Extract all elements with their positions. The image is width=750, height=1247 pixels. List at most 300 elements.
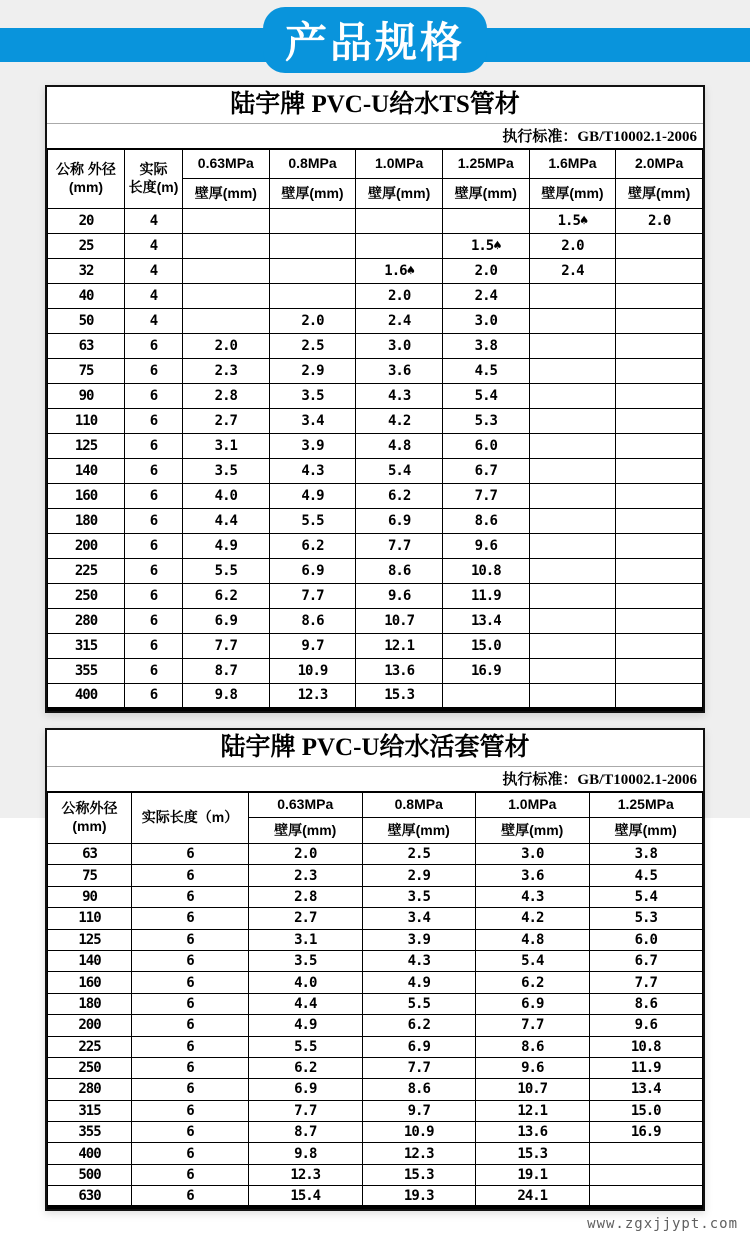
table-row (48, 950, 703, 971)
wall-thickness-cell: 2.5 (269, 334, 356, 359)
wall-thickness-cell: 2.3 (249, 865, 363, 886)
wall-thickness-cell: 5.5 (269, 509, 356, 534)
table-row (48, 259, 703, 284)
length-cell: 6 (125, 459, 183, 484)
length-cell: 6 (132, 1100, 249, 1121)
wall-thickness-cell (616, 609, 703, 634)
length-cell: 6 (132, 972, 249, 993)
wall-thickness-cell: 6.9 (362, 1036, 476, 1057)
pressure-header: 0.63MPa (249, 792, 363, 818)
nominal-diameter-cell: 32 (48, 259, 125, 284)
length-cell: 6 (132, 865, 249, 886)
ts-pipe-spec-card (45, 85, 705, 713)
wall-thickness-cell: 3.9 (269, 434, 356, 459)
table-row (48, 1057, 703, 1078)
wall-thickness-cell: 2.0 (356, 284, 443, 309)
wall-thickness-cell: 4.8 (356, 434, 443, 459)
table-row (48, 484, 703, 509)
nominal-diameter-cell: 63 (48, 844, 132, 865)
wall-thickness-cell (589, 1143, 703, 1164)
nominal-diameter-cell: 90 (48, 384, 125, 409)
nominal-diameter-cell: 250 (48, 1057, 132, 1078)
wall-thickness-cell: 9.6 (356, 584, 443, 609)
wall-thickness-cell (616, 659, 703, 684)
wall-thickness-cell: 3.8 (589, 844, 703, 865)
nominal-diameter-cell: 63 (48, 334, 125, 359)
length-cell: 6 (132, 1015, 249, 1036)
wall-thickness-cell (183, 234, 270, 259)
wall-thickness-cell (529, 459, 616, 484)
wall-thickness-cell: 19.1 (476, 1164, 590, 1185)
pressure-header: 1.25MPa (442, 149, 529, 179)
wall-thickness-cell: 3.4 (269, 409, 356, 434)
wall-thickness-cell: 7.7 (442, 484, 529, 509)
wall-thickness-cell: 12.3 (249, 1164, 363, 1185)
wall-thickness-cell (529, 484, 616, 509)
nominal-diameter-header: 公称外径 (mm) (48, 792, 132, 844)
wall-thickness-cell: 7.7 (362, 1057, 476, 1078)
wall-thickness-cell: 5.4 (589, 886, 703, 907)
wall-thickness-cell (183, 309, 270, 334)
wall-thickness-cell: 2.8 (183, 384, 270, 409)
section-title: 产品规格 (284, 19, 465, 66)
wall-thickness-cell: 8.6 (442, 509, 529, 534)
length-cell: 6 (132, 1036, 249, 1057)
wall-thickness-cell: 2.4 (356, 309, 443, 334)
wall-thickness-cell: 24.1 (476, 1186, 590, 1207)
nominal-diameter-cell: 500 (48, 1164, 132, 1185)
wall-thickness-cell: 2.0 (616, 209, 703, 234)
wall-thickness-cell: 10.7 (356, 609, 443, 634)
table-row (48, 1036, 703, 1057)
wall-thickness-cell: 6.7 (589, 950, 703, 971)
watermark: www.zgxjjypt.com (587, 1216, 738, 1232)
nominal-diameter-cell: 200 (48, 1015, 132, 1036)
wall-thickness-cell: 5.3 (442, 409, 529, 434)
wall-thickness-header: 壁厚(mm) (616, 179, 703, 209)
wall-thickness-cell: 2.3 (183, 359, 270, 384)
wall-thickness-cell (529, 559, 616, 584)
wall-thickness-cell (616, 384, 703, 409)
table-row (48, 1143, 703, 1164)
pressure-header: 1.0MPa (356, 149, 443, 179)
wall-thickness-cell: 5.5 (362, 993, 476, 1014)
wall-thickness-cell: 4.9 (362, 972, 476, 993)
length-cell: 6 (132, 908, 249, 929)
wall-thickness-cell (183, 284, 270, 309)
wall-thickness-cell: 4.3 (269, 459, 356, 484)
wall-thickness-cell: 3.1 (183, 434, 270, 459)
table-row (48, 844, 703, 865)
length-cell: 6 (132, 929, 249, 950)
wall-thickness-cell: 4.0 (183, 484, 270, 509)
wall-thickness-cell: 3.5 (183, 459, 270, 484)
wall-thickness-cell: 10.8 (589, 1036, 703, 1057)
wall-thickness-cell: 11.9 (589, 1057, 703, 1078)
table-row (48, 1100, 703, 1121)
table-row (48, 534, 703, 559)
wall-thickness-cell (529, 309, 616, 334)
wall-thickness-cell: 2.7 (183, 409, 270, 434)
wall-thickness-cell (183, 209, 270, 234)
wall-thickness-cell: 5.3 (589, 908, 703, 929)
wall-thickness-cell: 8.7 (183, 659, 270, 684)
wall-thickness-cell: 4.3 (362, 950, 476, 971)
wall-thickness-cell (356, 209, 443, 234)
wall-thickness-cell: 8.6 (356, 559, 443, 584)
wall-thickness-cell: 8.6 (269, 609, 356, 634)
table-row (48, 559, 703, 584)
wall-thickness-cell (529, 359, 616, 384)
length-cell: 6 (132, 1143, 249, 1164)
pressure-header: 0.8MPa (362, 792, 476, 818)
length-cell: 6 (125, 584, 183, 609)
wall-thickness-cell: 4.2 (356, 409, 443, 434)
wall-thickness-cell: 4.4 (249, 993, 363, 1014)
wall-thickness-cell: 2.0 (442, 259, 529, 284)
wall-thickness-cell: 12.3 (362, 1143, 476, 1164)
wall-thickness-cell: 2.4 (529, 259, 616, 284)
length-cell: 6 (132, 1164, 249, 1185)
ts-pipe-spec-table (47, 148, 703, 711)
pressure-header: 1.25MPa (589, 792, 703, 818)
table-row (48, 509, 703, 534)
section-title-badge (263, 7, 487, 73)
wall-thickness-cell: 12.1 (476, 1100, 590, 1121)
wall-thickness-header: 壁厚(mm) (356, 179, 443, 209)
wall-thickness-cell: 6.2 (249, 1057, 363, 1078)
nominal-diameter-cell: 250 (48, 584, 125, 609)
wall-thickness-cell: 9.8 (183, 684, 270, 709)
wall-thickness-cell (269, 234, 356, 259)
wall-thickness-cell: 3.5 (249, 950, 363, 971)
wall-thickness-cell: 8.6 (589, 993, 703, 1014)
wall-thickness-cell: 15.4 (249, 1186, 363, 1207)
length-header: 实际长度（m） (132, 792, 249, 844)
length-cell: 6 (125, 659, 183, 684)
wall-thickness-cell: 4.9 (269, 484, 356, 509)
wall-thickness-cell (616, 284, 703, 309)
nominal-diameter-cell: 280 (48, 609, 125, 634)
table-row (48, 684, 703, 709)
wall-thickness-cell: 3.6 (356, 359, 443, 384)
table-row (48, 1079, 703, 1100)
wall-thickness-cell: 3.9 (362, 929, 476, 950)
wall-thickness-cell: 3.0 (442, 309, 529, 334)
table-row (48, 309, 703, 334)
wall-thickness-cell: 19.3 (362, 1186, 476, 1207)
wall-thickness-cell (616, 334, 703, 359)
length-cell: 6 (125, 359, 183, 384)
nominal-diameter-cell: 180 (48, 993, 132, 1014)
wall-thickness-cell: 2.8 (249, 886, 363, 907)
pressure-header: 0.8MPa (269, 149, 356, 179)
nominal-diameter-cell: 40 (48, 284, 125, 309)
table-row (48, 1164, 703, 1185)
wall-thickness-header: 壁厚(mm) (362, 818, 476, 844)
pressure-header: 1.0MPa (476, 792, 590, 818)
wall-thickness-cell: 6.2 (362, 1015, 476, 1036)
length-cell: 6 (125, 434, 183, 459)
wall-thickness-cell (616, 634, 703, 659)
wall-thickness-cell: 15.3 (362, 1164, 476, 1185)
nominal-diameter-cell: 75 (48, 865, 132, 886)
wall-thickness-cell: 4.9 (183, 534, 270, 559)
wall-thickness-cell: 13.6 (476, 1122, 590, 1143)
wall-thickness-cell: 5.4 (442, 384, 529, 409)
table-row (48, 993, 703, 1014)
wall-thickness-cell: 9.6 (589, 1015, 703, 1036)
table-row (48, 609, 703, 634)
wall-thickness-cell: 2.0 (269, 309, 356, 334)
nominal-diameter-cell: 25 (48, 234, 125, 259)
wall-thickness-header: 壁厚(mm) (269, 179, 356, 209)
wall-thickness-cell: 5.4 (356, 459, 443, 484)
wall-thickness-header: 壁厚(mm) (589, 818, 703, 844)
wall-thickness-cell: 8.6 (476, 1036, 590, 1057)
length-cell: 6 (125, 409, 183, 434)
length-cell: 6 (132, 1186, 249, 1207)
wall-thickness-cell (529, 409, 616, 434)
wall-thickness-cell: 4.9 (249, 1015, 363, 1036)
length-cell: 6 (125, 634, 183, 659)
wall-thickness-cell: 2.7 (249, 908, 363, 929)
wall-thickness-cell: 7.7 (589, 972, 703, 993)
wall-thickness-cell: 2.4 (442, 284, 529, 309)
wall-thickness-header: 壁厚(mm) (476, 818, 590, 844)
nominal-diameter-cell: 180 (48, 509, 125, 534)
wall-thickness-cell: 13.4 (442, 609, 529, 634)
wall-thickness-cell: 6.9 (476, 993, 590, 1014)
length-cell: 6 (125, 484, 183, 509)
wall-thickness-cell: 15.0 (442, 634, 529, 659)
nominal-diameter-cell: 90 (48, 886, 132, 907)
wall-thickness-cell (616, 309, 703, 334)
wall-thickness-cell (529, 384, 616, 409)
wall-thickness-cell (616, 409, 703, 434)
wall-thickness-cell: 10.8 (442, 559, 529, 584)
table1-standard: 执行标准：GB/T10002.1-2006 (47, 123, 703, 148)
table-row (48, 1122, 703, 1143)
nominal-diameter-header: 公称 外径 (mm) (48, 149, 125, 209)
wall-thickness-cell (269, 284, 356, 309)
wall-thickness-cell: 6.7 (442, 459, 529, 484)
nominal-diameter-cell: 630 (48, 1186, 132, 1207)
wall-thickness-cell (529, 334, 616, 359)
nominal-diameter-cell: 225 (48, 559, 125, 584)
wall-thickness-cell: 10.9 (362, 1122, 476, 1143)
wall-thickness-cell: 8.7 (249, 1122, 363, 1143)
wall-thickness-cell: 5.5 (249, 1036, 363, 1057)
length-cell: 6 (125, 684, 183, 709)
wall-thickness-cell (616, 259, 703, 284)
nominal-diameter-cell: 125 (48, 929, 132, 950)
nominal-diameter-cell: 110 (48, 409, 125, 434)
table-row (48, 908, 703, 929)
wall-thickness-cell (356, 234, 443, 259)
wall-thickness-cell (616, 559, 703, 584)
wall-thickness-cell: 15.3 (356, 684, 443, 709)
wall-thickness-cell: 11.9 (442, 584, 529, 609)
nominal-diameter-cell: 140 (48, 950, 132, 971)
wall-thickness-cell: 4.2 (476, 908, 590, 929)
wall-thickness-cell: 3.5 (362, 886, 476, 907)
wall-thickness-cell (589, 1164, 703, 1185)
wall-thickness-cell: 12.3 (269, 684, 356, 709)
table-row (48, 459, 703, 484)
wall-thickness-cell (529, 659, 616, 684)
nominal-diameter-cell: 110 (48, 908, 132, 929)
wall-thickness-cell (442, 684, 529, 709)
table-row (48, 409, 703, 434)
length-cell: 4 (125, 259, 183, 284)
nominal-diameter-cell: 400 (48, 1143, 132, 1164)
length-cell: 6 (125, 559, 183, 584)
table-row (48, 886, 703, 907)
wall-thickness-cell (529, 534, 616, 559)
nominal-diameter-cell: 140 (48, 459, 125, 484)
wall-thickness-cell (616, 234, 703, 259)
nominal-diameter-cell: 225 (48, 1036, 132, 1057)
wall-thickness-cell: 5.5 (183, 559, 270, 584)
wall-thickness-cell: 7.7 (249, 1100, 363, 1121)
wall-thickness-cell: 1.5♠ (442, 234, 529, 259)
nominal-diameter-cell: 50 (48, 309, 125, 334)
wall-thickness-cell (529, 434, 616, 459)
nominal-diameter-cell: 200 (48, 534, 125, 559)
length-cell: 6 (132, 993, 249, 1014)
wall-thickness-cell (616, 534, 703, 559)
table-row (48, 929, 703, 950)
sleeve-pipe-spec-table (47, 791, 703, 1210)
wall-thickness-cell: 1.5♠ (529, 209, 616, 234)
nominal-diameter-cell: 355 (48, 659, 125, 684)
wall-thickness-cell: 4.3 (476, 886, 590, 907)
wall-thickness-cell: 6.2 (183, 584, 270, 609)
wall-thickness-cell: 15.3 (476, 1143, 590, 1164)
wall-thickness-cell: 3.0 (476, 844, 590, 865)
table-row (48, 284, 703, 309)
wall-thickness-cell (529, 509, 616, 534)
wall-thickness-cell (183, 259, 270, 284)
table-row (48, 865, 703, 886)
wall-thickness-cell (529, 584, 616, 609)
nominal-diameter-cell: 315 (48, 1100, 132, 1121)
wall-thickness-cell: 6.9 (249, 1079, 363, 1100)
length-cell: 6 (125, 384, 183, 409)
wall-thickness-cell: 6.2 (476, 972, 590, 993)
wall-thickness-cell (616, 584, 703, 609)
wall-thickness-cell: 9.7 (269, 634, 356, 659)
pressure-header: 0.63MPa (183, 149, 270, 179)
wall-thickness-cell: 6.0 (442, 434, 529, 459)
wall-thickness-cell: 6.0 (589, 929, 703, 950)
wall-thickness-cell: 2.0 (529, 234, 616, 259)
wall-thickness-cell: 9.6 (476, 1057, 590, 1078)
table-row (48, 359, 703, 384)
length-cell: 4 (125, 234, 183, 259)
table-row (48, 334, 703, 359)
nominal-diameter-cell: 125 (48, 434, 125, 459)
wall-thickness-cell: 9.6 (442, 534, 529, 559)
wall-thickness-cell: 4.4 (183, 509, 270, 534)
wall-thickness-cell: 7.7 (476, 1015, 590, 1036)
wall-thickness-cell (616, 459, 703, 484)
length-cell: 6 (132, 1122, 249, 1143)
table-row (48, 1015, 703, 1036)
length-cell: 4 (125, 309, 183, 334)
wall-thickness-cell: 9.8 (249, 1143, 363, 1164)
length-cell: 6 (132, 886, 249, 907)
length-cell: 6 (132, 1079, 249, 1100)
wall-thickness-cell: 13.4 (589, 1079, 703, 1100)
nominal-diameter-cell: 75 (48, 359, 125, 384)
wall-thickness-cell: 7.7 (356, 534, 443, 559)
wall-thickness-cell: 3.0 (356, 334, 443, 359)
wall-thickness-cell: 2.9 (269, 359, 356, 384)
length-cell: 4 (125, 284, 183, 309)
wall-thickness-cell (529, 284, 616, 309)
table-row (48, 384, 703, 409)
table2-standard: 执行标准：GB/T10002.1-2006 (47, 766, 703, 791)
length-cell: 4 (125, 209, 183, 234)
wall-thickness-cell (616, 359, 703, 384)
wall-thickness-cell (529, 609, 616, 634)
length-cell: 6 (132, 1057, 249, 1078)
wall-thickness-cell: 3.5 (269, 384, 356, 409)
wall-thickness-cell: 3.1 (249, 929, 363, 950)
wall-thickness-cell: 4.0 (249, 972, 363, 993)
wall-thickness-cell (269, 259, 356, 284)
wall-thickness-cell: 3.4 (362, 908, 476, 929)
table1-title: 陆宇牌 PVC-U给水TS管材 (230, 91, 520, 118)
table-row (48, 234, 703, 259)
pressure-header: 2.0MPa (616, 149, 703, 179)
length-cell: 6 (125, 509, 183, 534)
wall-thickness-cell: 16.9 (589, 1122, 703, 1143)
table2-title: 陆宇牌 PVC-U给水活套管材 (220, 734, 530, 761)
wall-thickness-cell: 15.0 (589, 1100, 703, 1121)
wall-thickness-cell: 3.8 (442, 334, 529, 359)
table-row (48, 634, 703, 659)
wall-thickness-cell (616, 434, 703, 459)
wall-thickness-cell: 8.6 (362, 1079, 476, 1100)
wall-thickness-header: 壁厚(mm) (529, 179, 616, 209)
wall-thickness-cell (529, 634, 616, 659)
wall-thickness-cell (616, 509, 703, 534)
wall-thickness-cell: 10.9 (269, 659, 356, 684)
wall-thickness-cell: 6.9 (356, 509, 443, 534)
wall-thickness-cell: 2.0 (183, 334, 270, 359)
wall-thickness-cell: 9.7 (362, 1100, 476, 1121)
pressure-header: 1.6MPa (529, 149, 616, 179)
table-row (48, 434, 703, 459)
wall-thickness-header: 壁厚(mm) (183, 179, 270, 209)
length-cell: 6 (125, 334, 183, 359)
wall-thickness-cell: 4.5 (442, 359, 529, 384)
wall-thickness-cell (442, 209, 529, 234)
wall-thickness-cell: 12.1 (356, 634, 443, 659)
wall-thickness-cell (616, 684, 703, 709)
wall-thickness-cell: 16.9 (442, 659, 529, 684)
nominal-diameter-cell: 355 (48, 1122, 132, 1143)
wall-thickness-cell: 13.6 (356, 659, 443, 684)
wall-thickness-cell: 7.7 (269, 584, 356, 609)
wall-thickness-cell: 4.3 (356, 384, 443, 409)
nominal-diameter-cell: 160 (48, 484, 125, 509)
wall-thickness-cell: 4.8 (476, 929, 590, 950)
table-row (48, 209, 703, 234)
